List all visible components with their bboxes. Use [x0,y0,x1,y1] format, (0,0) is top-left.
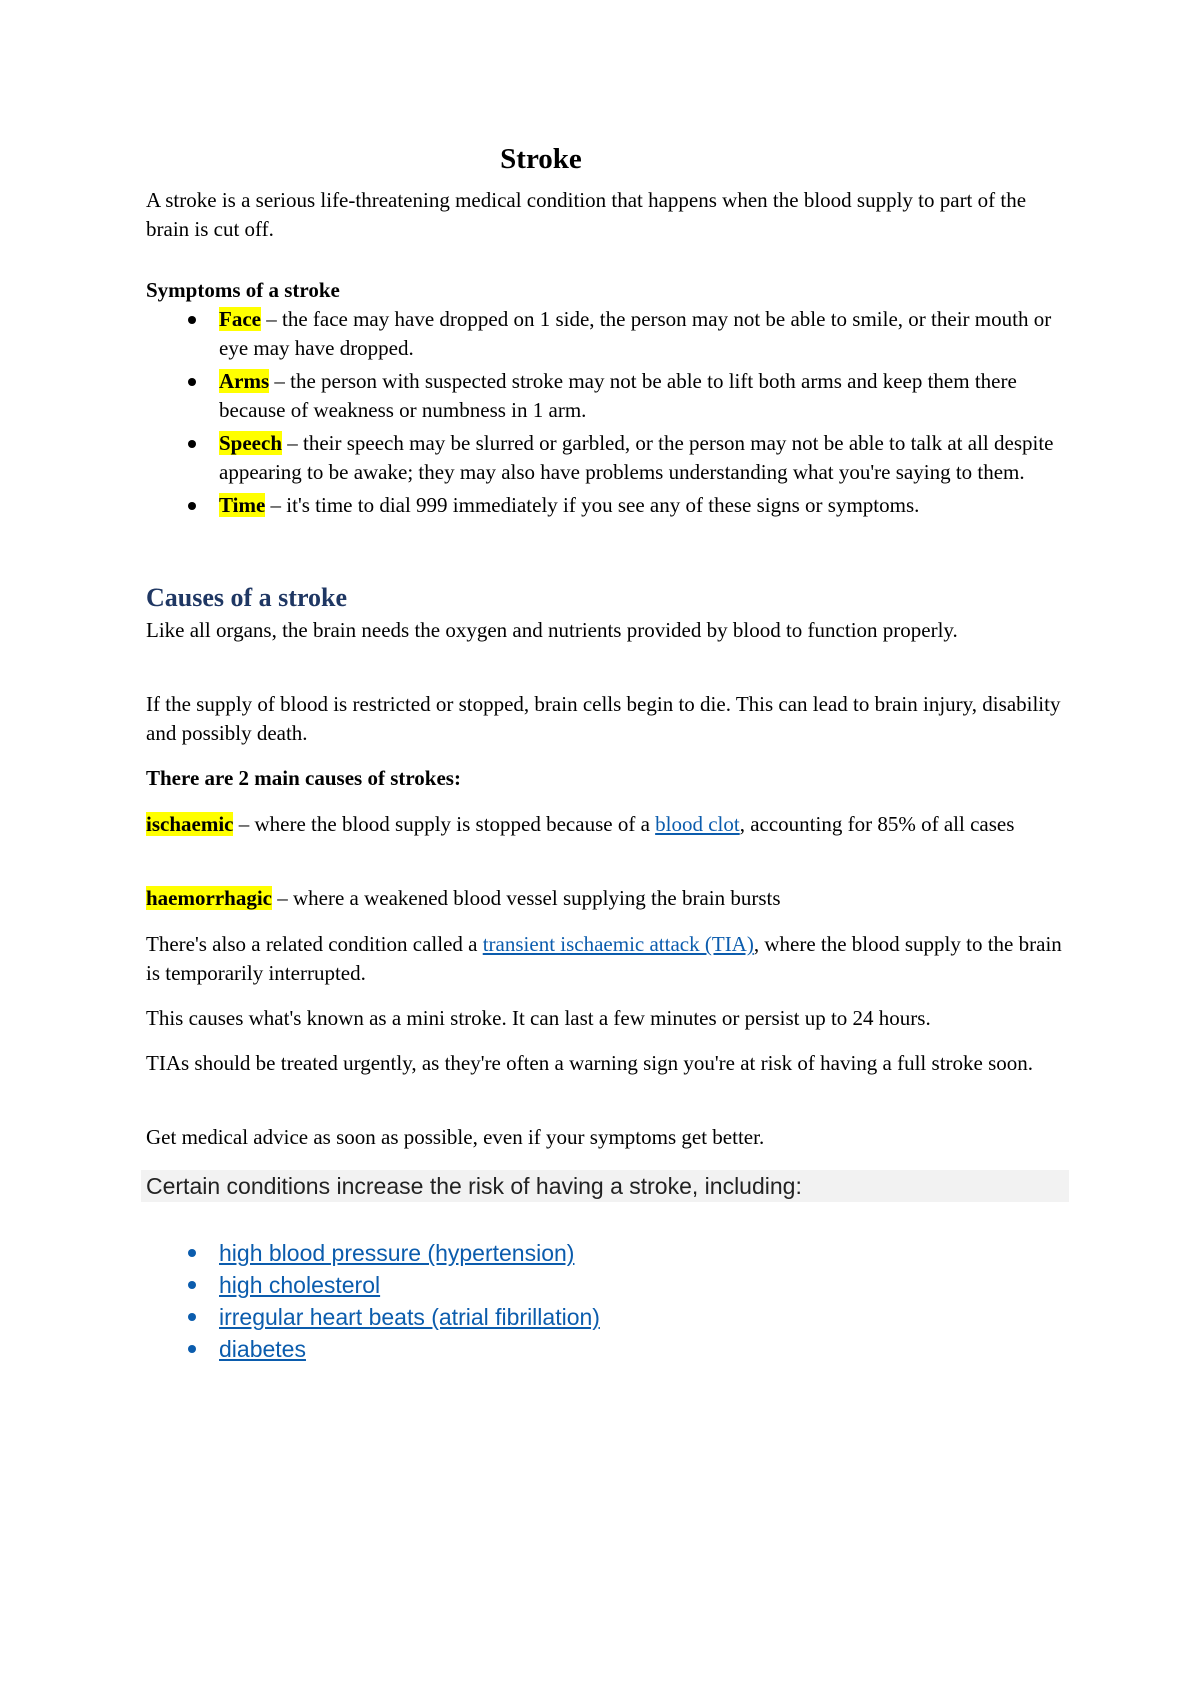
main-causes-heading: There are 2 main causes of strokes: [146,766,461,790]
ischaemic-term: ischaemic [146,812,234,836]
tia-link[interactable]: transient ischaemic attack (TIA) [482,932,754,956]
causes-paragraph-2: If the supply of blood is restricted or stopped, brain cells begin to die. This can lead to brain injury, disability and possibly death. [146,692,1061,745]
symptom-text: – the face may have dropped on 1 side, the person may not be able to smile, or their mouth or eye may have dropped. [219,307,1052,360]
list-item [146,1237,600,1269]
haemorrhagic-term: haemorrhagic [146,886,272,910]
bullet-icon [188,440,196,448]
risk-factor-link[interactable]: irregular heart beats (atrial fibrillation) [219,1304,600,1330]
ischaemic-text-end: , accounting for 85% of all cases [739,812,1015,836]
symptom-term: Speech [219,431,282,455]
bullet-icon [188,502,196,510]
causes-heading: Causes of a stroke [146,583,348,612]
bullet-icon [188,1345,196,1353]
bullet-icon [188,378,196,386]
risk-factors-list [146,1237,600,1365]
tia-text: There's also a related condition called a [146,932,483,956]
advice-paragraph: Get medical advice as soon as possible, even if your symptoms get better. [146,1125,765,1149]
tia-text-end: , where the blood supply to the brain is temporarily interrupted. [146,932,1062,985]
ischaemic-paragraph [146,810,1066,839]
symptom-text: – their speech may be slurred or garbled, or the person may not be able to talk at all despite appearing to be awake; they may also have problems understanding what you're saying to them. [219,431,1054,484]
risk-factor-link[interactable]: diabetes [219,1336,306,1362]
risk-heading: Certain conditions increase the risk of having a stroke, including: [141,1170,1069,1202]
blood-clot-link[interactable]: blood clot [655,812,740,836]
symptom-term: Arms [219,369,270,393]
tia-warning-paragraph: TIAs should be treated urgently, as they're often a warning sign you're at risk of having a full stroke soon. [146,1051,1034,1075]
list-item [146,367,1066,425]
risk-factor-link[interactable]: high blood pressure (hypertension) [219,1240,575,1266]
symptoms-heading: Symptoms of a stroke [146,278,340,302]
bullet-icon [188,1281,196,1289]
list-item [146,1301,600,1333]
symptom-text: – it's time to dial 999 immediately if you see any of these signs or symptoms. [265,493,920,517]
bullet-icon [188,1249,196,1257]
list-item [146,491,1066,520]
list-item [146,1333,600,1365]
tia-paragraph [146,930,1066,988]
haemorrhagic-paragraph [146,884,1066,913]
list-item [146,429,1066,487]
list-item [146,1269,600,1301]
symptom-term: Face [219,307,261,331]
bullet-icon [188,1313,196,1321]
symptoms-list [146,305,1066,524]
list-item [146,305,1066,363]
symptom-term: Time [219,493,266,517]
intro-paragraph: A stroke is a serious life-threatening medical condition that happens when the blood supply to part of the brain is cut off. [146,188,1027,241]
mini-stroke-paragraph: This causes what's known as a mini stroke. It can last a few minutes or persist up to 24 hours. [146,1006,931,1030]
symptom-text: – the person with suspected stroke may not be able to lift both arms and keep them there because of weakness or numbness in 1 arm. [219,369,1017,422]
bullet-icon [188,316,196,324]
haemorrhagic-text: – where a weakened blood vessel supplying the brain bursts [271,886,781,910]
ischaemic-text: – where the blood supply is stopped because of a [233,812,656,836]
page-title: Stroke [500,143,582,175]
risk-factor-link[interactable]: high cholesterol [219,1272,381,1298]
causes-paragraph-1: Like all organs, the brain needs the oxygen and nutrients provided by blood to function properly. [146,618,958,642]
